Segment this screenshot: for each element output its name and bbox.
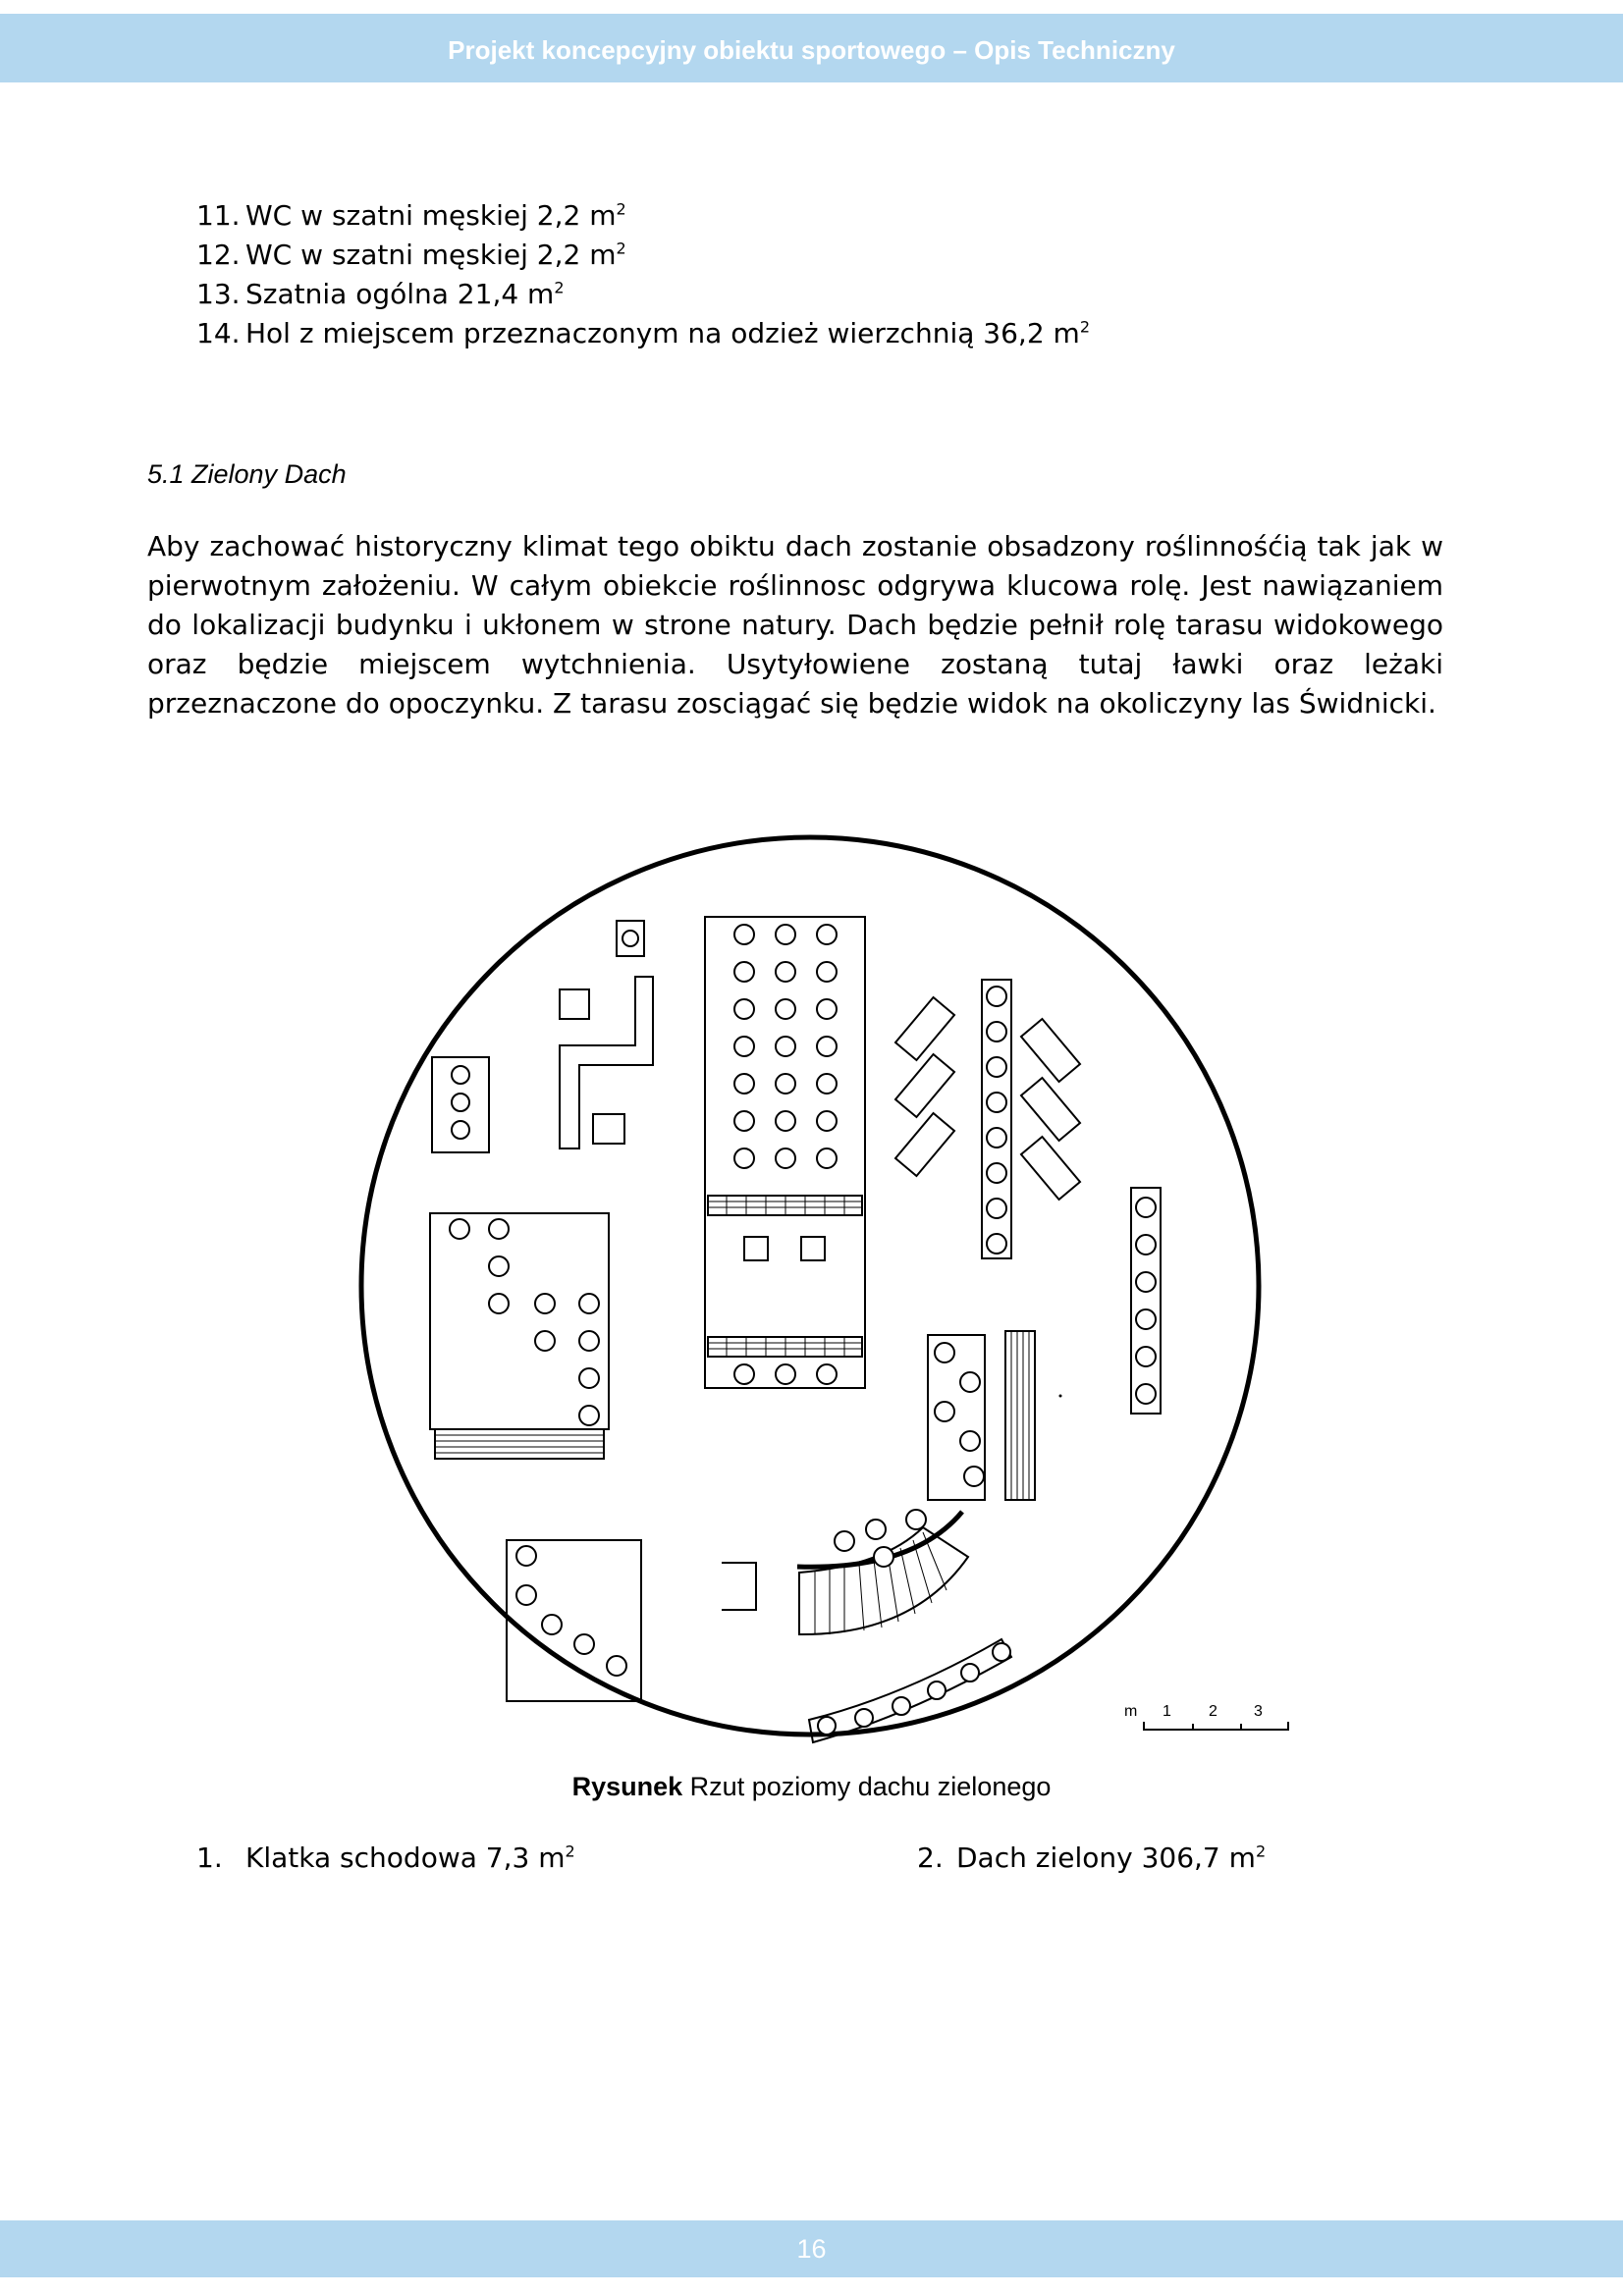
lounger	[895, 1054, 954, 1117]
header-band	[0, 14, 1623, 82]
stool-circle	[734, 962, 754, 982]
stool-circle	[622, 931, 638, 946]
list-item-number: 12.	[196, 239, 241, 271]
stool-circle	[776, 1037, 795, 1056]
list-item-text: WC w szatni męskiej 2,2 m	[245, 239, 617, 271]
stool-circle	[734, 1074, 754, 1094]
stool-circle	[928, 1682, 946, 1699]
list-item	[196, 236, 1090, 275]
stool-circle	[987, 1057, 1006, 1077]
stool-circle	[734, 1111, 754, 1131]
stool-circle	[935, 1402, 954, 1421]
header-title: Projekt koncepcyjny obiektu sportowego – Opis Techniczny	[448, 35, 1175, 65]
stool	[801, 1237, 825, 1260]
roof-plan-drawing	[334, 825, 1296, 1747]
list-item	[196, 314, 1090, 353]
section-title: 5.1 Zielony Dach	[147, 459, 347, 489]
superscript: 2	[1255, 1842, 1267, 1861]
scale-unit: m	[1124, 1703, 1138, 1720]
stool-circle	[1136, 1272, 1156, 1292]
list-item-number: 14.	[196, 317, 241, 349]
stool-circle	[516, 1585, 536, 1605]
superscript: 2	[554, 278, 565, 297]
stool-circle	[734, 1037, 754, 1056]
room-list-top	[196, 196, 1090, 353]
steps	[435, 1429, 604, 1459]
stool-circle	[574, 1634, 594, 1654]
stool-circle	[1136, 1198, 1156, 1217]
stool-circle	[450, 1219, 469, 1239]
list-item-text: Hol z miejscem przeznaczonym na odzież wierzchnią 36,2 m	[245, 317, 1080, 349]
stool-circle	[960, 1372, 980, 1392]
stool-circle	[817, 962, 837, 982]
lounger	[1021, 1137, 1080, 1200]
stool-circle	[818, 1717, 836, 1735]
stool-circle	[987, 1199, 1006, 1218]
list-item	[196, 196, 1090, 236]
l-shaped-wall	[560, 977, 653, 1148]
stool-circle	[489, 1219, 509, 1239]
stool-circle	[579, 1368, 599, 1388]
stool-circle	[734, 925, 754, 944]
stool-circle	[776, 962, 795, 982]
stool-circle	[579, 1294, 599, 1313]
lounger	[895, 1113, 954, 1176]
stool-circle	[776, 1364, 795, 1384]
list-item-number: 1.	[196, 1842, 223, 1874]
caption-text: Rzut poziomy dachu zielonego	[682, 1772, 1052, 1801]
stool-circle	[535, 1331, 555, 1351]
stool-circle	[893, 1697, 910, 1715]
superscript: 2	[565, 1842, 575, 1861]
curved-bench	[809, 1639, 1011, 1742]
stool-circle	[607, 1656, 626, 1676]
stool-circle	[960, 1431, 980, 1451]
stool-circle	[961, 1664, 979, 1682]
stool-circle	[1136, 1235, 1156, 1255]
stool-circle	[579, 1331, 599, 1351]
stool-circle	[987, 1163, 1006, 1183]
stool	[744, 1237, 768, 1260]
stool-circle	[993, 1643, 1010, 1661]
stool-circle	[734, 1148, 754, 1168]
stool-circle	[452, 1094, 469, 1111]
stool-circle	[817, 1364, 837, 1384]
stool-circle	[776, 1148, 795, 1168]
stool-circle	[489, 1294, 509, 1313]
stool-circle	[516, 1546, 536, 1566]
stool-circle	[734, 999, 754, 1019]
list-item-text: Szatnia ogólna 21,4 m	[245, 278, 555, 310]
stool-circle	[866, 1520, 886, 1539]
stool-circle	[1136, 1384, 1156, 1404]
stool-circle	[776, 1111, 795, 1131]
scale-tick-label: 3	[1254, 1703, 1263, 1720]
stool-circle	[835, 1531, 854, 1551]
stool-circle	[542, 1615, 562, 1634]
figure-caption	[0, 1772, 1623, 1802]
superscript: 2	[616, 239, 626, 258]
list-item-text: Dach zielony 306,7 m	[956, 1842, 1256, 1874]
list-item-number: 11.	[196, 199, 241, 232]
stool-circle	[776, 999, 795, 1019]
list-item-text: WC w szatni męskiej 2,2 m	[245, 199, 617, 232]
list-item-text: Klatka schodowa 7,3 m	[245, 1842, 566, 1874]
stool-circle	[964, 1467, 984, 1486]
page-number: 16	[796, 2234, 827, 2264]
scale-tick-label: 2	[1209, 1703, 1217, 1720]
stool-circle	[776, 1074, 795, 1094]
stool-circle	[817, 1148, 837, 1168]
stool	[560, 989, 589, 1019]
lounger	[1021, 1078, 1080, 1141]
stool-circle	[935, 1343, 954, 1362]
seating-area	[430, 1213, 609, 1429]
stool-circle	[452, 1066, 469, 1084]
stool-circle	[489, 1256, 509, 1276]
stool-circle	[855, 1709, 873, 1727]
list-item	[917, 1842, 1266, 1874]
footer-band	[0, 2220, 1623, 2277]
superscript: 2	[616, 199, 626, 219]
section-paragraph: Aby zachować historyczny klimat tego obiktu dach zostanie obsadzony roślinnośćią tak jak w pierwotnym założeniu. W całym obiekcie roślinnosc odgrywa klucowa rolę. Jest nawiązaniem do lokalizacji budynku i ukłonem w strone natury. Dach będzie pełnił rolę tarasu widokowego oraz będzie miejscem wytchnienia. Usytyłowiene zostaną tutaj ławki oraz leżaki przeznaczone do opoczynku. Z tarasu zoscia̧gać się będzie widok na okoliczyny las Świdnicki.	[147, 530, 1443, 720]
stool	[593, 1114, 624, 1144]
stool-circle	[987, 1093, 1006, 1112]
list-item-number: 13.	[196, 278, 241, 310]
stool-circle	[776, 925, 795, 944]
list-item-number: 2.	[917, 1842, 944, 1874]
stool-circle	[987, 1234, 1006, 1254]
stool-circle	[906, 1510, 926, 1529]
stool-circle	[1136, 1347, 1156, 1366]
steps	[1005, 1331, 1035, 1500]
stool-circle	[874, 1547, 893, 1567]
lounger	[1021, 1019, 1080, 1082]
list-item	[196, 1842, 575, 1874]
stool-circle	[987, 1128, 1006, 1148]
roof-outline	[361, 837, 1259, 1735]
door	[722, 1563, 756, 1610]
stool-circle	[452, 1121, 469, 1139]
list-item	[196, 275, 1090, 314]
stool-circle	[817, 1111, 837, 1131]
stool-circle	[817, 999, 837, 1019]
stool-circle	[535, 1294, 555, 1313]
caption-label: Rysunek	[571, 1772, 683, 1801]
stool-circle	[987, 1022, 1006, 1041]
stool-circle	[817, 925, 837, 944]
stool-circle	[987, 987, 1006, 1006]
stool-circle	[1136, 1309, 1156, 1329]
superscript: 2	[1079, 317, 1090, 337]
stool-circle	[579, 1406, 599, 1425]
stool-circle	[734, 1364, 754, 1384]
stool-circle	[817, 1037, 837, 1056]
scale-bar	[1124, 1703, 1288, 1730]
scale-tick-label: 1	[1163, 1703, 1171, 1720]
stool-circle	[817, 1074, 837, 1094]
lounger	[895, 997, 954, 1060]
column-strip	[1131, 1188, 1161, 1414]
